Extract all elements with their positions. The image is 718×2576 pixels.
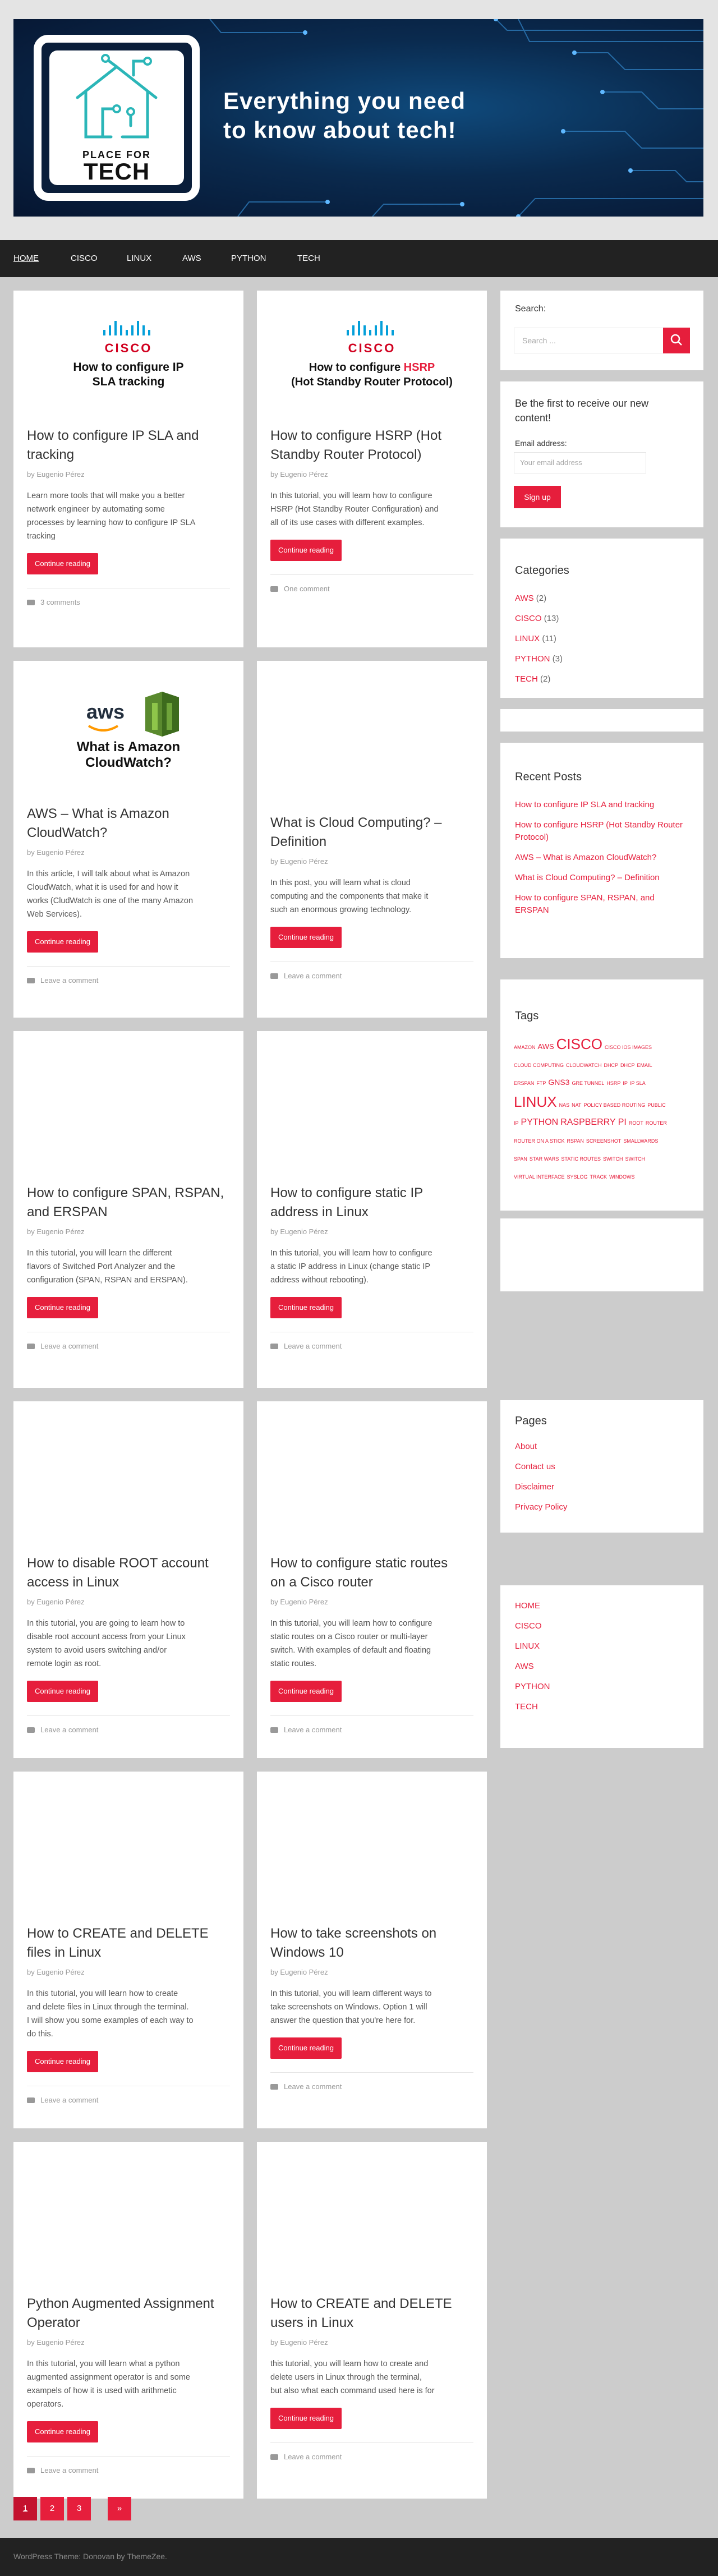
post-card (13, 1772, 243, 2128)
post-excerpt: In this tutorial, you are going to learn how to disable root account access from your Linux system to avoid users switching and/or remote login as root. (27, 1619, 186, 1668)
tag-link[interactable]: SWITCH (625, 1156, 646, 1162)
post-comments[interactable]: Leave a comment (27, 2466, 98, 2474)
post-author[interactable]: Eugenio Pérez (280, 1598, 328, 1606)
site-logo[interactable] (34, 35, 200, 201)
tag-link[interactable]: ROUTER ON A STICK (514, 1138, 565, 1144)
page-link[interactable]: Contact us (515, 1462, 555, 1471)
post-comments[interactable]: 3 comments (27, 598, 80, 606)
comment-icon (27, 600, 35, 605)
house-circuit-icon (49, 53, 184, 148)
tag-link[interactable]: NAS (559, 1102, 570, 1108)
post-title[interactable]: How to disable ROOT account access in Linux (27, 1556, 209, 1590)
menu-link[interactable]: LINUX (515, 1641, 540, 1651)
search-button[interactable] (663, 328, 690, 353)
post-author[interactable]: Eugenio Pérez (36, 1227, 85, 1236)
post-meta: by Eugenio Pérez (270, 2338, 328, 2347)
tag-link[interactable]: PUBLIC (647, 1102, 666, 1108)
comment-icon (27, 2468, 35, 2473)
post-card (13, 1401, 243, 1758)
tag-link[interactable]: HSRP (606, 1080, 621, 1086)
post-excerpt: In this tutorial, you will learn how to create and delete files in Linux through the terminal. I will show you some examples of each way to do this. (27, 1989, 194, 2039)
comment-icon (27, 978, 35, 983)
post-divider (27, 2456, 230, 2457)
tag-link[interactable]: ROOT (628, 1120, 643, 1126)
post-title[interactable]: How to configure IP SLA and tracking (27, 428, 199, 462)
post-author[interactable]: Eugenio Pérez (280, 1227, 328, 1236)
logo-line2: TECH (83, 158, 150, 185)
search-icon (663, 328, 690, 353)
continue-reading-button[interactable]: Continue reading (270, 927, 342, 948)
categories-title: Categories (515, 564, 569, 577)
tag-link[interactable]: SYSLOG (567, 1174, 588, 1180)
category-item[interactable]: PYTHON (3) (515, 654, 563, 664)
nav-linux[interactable]: LINUX (127, 254, 152, 263)
post-author[interactable]: Eugenio Pérez (36, 2338, 85, 2347)
post-card (257, 1401, 487, 1758)
categories-widget (500, 539, 703, 698)
post-meta: by Eugenio Pérez (270, 1598, 328, 1606)
post-meta: by Eugenio Pérez (270, 470, 328, 479)
recent-post-link[interactable]: How to configure IP SLA and tracking (515, 800, 655, 809)
post-comments[interactable]: Leave a comment (27, 976, 98, 985)
tag-link[interactable]: CISCO IOS IMAGES (605, 1045, 652, 1050)
recent-post-link[interactable]: How to configure HSRP (Hot Standby Router Protocol) (515, 820, 683, 842)
tag-link[interactable]: RSPAN (567, 1138, 584, 1144)
tag-link[interactable]: SPAN (514, 1156, 527, 1162)
comment-icon (27, 1727, 35, 1733)
email-field[interactable]: Your email address (514, 452, 646, 473)
post-meta: by Eugenio Pérez (270, 1968, 328, 1976)
newsletter-widget (500, 381, 703, 527)
post-comments[interactable]: Leave a comment (270, 1342, 342, 1350)
post-card (13, 2142, 243, 2499)
tag-link[interactable]: GRE TUNNEL (572, 1080, 605, 1086)
continue-reading-button[interactable]: Continue reading (27, 2421, 98, 2442)
post-excerpt: In this tutorial, you will learn how to configure a static IP address in Linux (change static IP address without rebooting). (270, 1249, 432, 1285)
email-label: Email address: (515, 439, 567, 448)
page-link[interactable]: Privacy Policy (515, 1502, 568, 1512)
tag-link[interactable]: DHCP (620, 1062, 635, 1068)
post-title[interactable]: How to configure static IP address in Linux (270, 1185, 424, 1220)
tag-link[interactable]: IP SLA (629, 1080, 646, 1086)
tag-link[interactable]: LINUX (514, 1093, 557, 1110)
pages-widget (500, 1400, 703, 1533)
post-divider (27, 1715, 230, 1716)
banner-tagline: Everything you need to know about tech! (223, 88, 466, 143)
post-author[interactable]: Eugenio Pérez (280, 857, 328, 866)
menu-widget (500, 1585, 703, 1748)
post-meta: by Eugenio Pérez (270, 1227, 328, 1236)
tag-cloud (514, 1033, 693, 1185)
tag-link[interactable]: IP (514, 1120, 519, 1126)
tag-link[interactable]: RASPBERRY PI (560, 1117, 627, 1127)
nav-home[interactable]: HOME (13, 254, 39, 263)
recent-post-link[interactable]: How to configure SPAN, RSPAN, and ERSPAN (515, 893, 655, 915)
comment-icon (270, 1727, 278, 1733)
continue-reading-button[interactable]: Continue reading (270, 1681, 342, 1702)
post-excerpt: this tutorial, you will learn how to create and delete users in Linux through the terminal, but also what each command used here is for (270, 2359, 435, 2395)
tag-link[interactable]: NAT (572, 1102, 582, 1108)
post-comments[interactable]: Leave a comment (27, 2096, 98, 2104)
menu-link[interactable]: CISCO (515, 1621, 542, 1631)
comment-icon (270, 1344, 278, 1349)
post-meta: by Eugenio Pérez (27, 848, 85, 857)
post-excerpt: Learn more tools that will make you a better network engineer by automating some processes by learning how to configure IP SLA tracking (27, 491, 196, 541)
tag-link[interactable]: CISCO (556, 1036, 602, 1052)
tag-link[interactable]: SWITCH (603, 1156, 623, 1162)
post-excerpt: In this tutorial, you will learn what a python augmented assignment operator is and some exampels of how it is used with arithmetic operators. (27, 2359, 190, 2409)
tag-link[interactable]: IP (623, 1080, 628, 1086)
recent-post-link[interactable]: What is Cloud Computing? – Definition (515, 873, 660, 882)
page-link[interactable]: About (515, 1442, 537, 1451)
comment-icon (27, 1344, 35, 1349)
empty-widget-2 (500, 1218, 703, 1291)
post-meta: by Eugenio Pérez (27, 470, 85, 479)
post-title[interactable]: How to configure static routes on a Cisco router (270, 1556, 448, 1590)
post-divider (27, 966, 230, 967)
post-card (257, 1772, 487, 2128)
tag-link[interactable]: FTP (536, 1080, 546, 1086)
post-excerpt: In this tutorial, you will learn different ways to take screenshots on Windows. Option 1 will answer the question that you're here for. (270, 1989, 432, 2025)
tag-link[interactable]: TRACK (590, 1174, 607, 1180)
tag-link[interactable]: PYTHON (521, 1117, 559, 1127)
post-meta: by Eugenio Pérez (270, 857, 328, 866)
post-comments[interactable]: Leave a comment (270, 2453, 342, 2461)
tag-link[interactable]: CLOUDWATCH (566, 1062, 602, 1068)
post-card (13, 661, 243, 1018)
tags-title: Tags (515, 1010, 539, 1022)
tag-link[interactable]: VIRTUAL INTERFACE (514, 1174, 565, 1180)
post-author[interactable]: Eugenio Pérez (36, 848, 85, 857)
post-excerpt: In this tutorial, you will learn how to configure HSRP (Hot Standby Router Configuration) and all of its use cases with different examples. (270, 491, 439, 527)
tags-widget (500, 979, 703, 1211)
post-author[interactable]: Eugenio Pérez (36, 470, 85, 479)
nav-python[interactable]: PYTHON (231, 254, 266, 263)
post-author[interactable]: Eugenio Pérez (36, 1598, 85, 1606)
post-card (13, 291, 243, 647)
comment-icon (270, 973, 278, 979)
recent-posts-title: Recent Posts (515, 771, 582, 783)
post-excerpt: In this article, I will talk about what is Amazon CloudWatch, what it is used for and how it works (CludWatch is one of the many Amazon Web Services). (27, 870, 194, 919)
continue-reading-button[interactable]: Continue reading (27, 1297, 98, 1318)
tag-link[interactable]: SMALLWARDS (623, 1138, 659, 1144)
post-thumbnail[interactable]: CISCO How to configure IP SLA tracking (13, 291, 243, 431)
comment-icon (270, 586, 278, 592)
page-number[interactable]: 1 (13, 2497, 37, 2520)
comment-icon (270, 2084, 278, 2090)
post-author[interactable]: Eugenio Pérez (280, 2338, 328, 2347)
site-header (0, 0, 718, 240)
post-excerpt: In this tutorial, you will learn the different flavors of Switched Port Analyzer and the configuration (SPAN, RSPAN and ERSPAN). (27, 1249, 188, 1285)
post-comments[interactable]: Leave a comment (270, 972, 342, 980)
logo-line1: PLACE FOR (82, 149, 151, 160)
menu-link[interactable]: TECH (515, 1702, 538, 1712)
post-divider (270, 2072, 473, 2073)
menu-link[interactable]: AWS (515, 1662, 534, 1671)
post-meta: by Eugenio Pérez (27, 1598, 85, 1606)
tag-link[interactable]: POLICY BASED ROUTING (583, 1102, 646, 1108)
post-comments[interactable]: Leave a comment (270, 1726, 342, 1734)
post-author[interactable]: Eugenio Pérez (36, 1968, 85, 1976)
post-meta: by Eugenio Pérez (27, 1227, 85, 1236)
menu-link[interactable]: HOME (515, 1601, 540, 1611)
aws-smile-icon (86, 723, 120, 739)
continue-reading-button[interactable]: Continue reading (270, 2408, 342, 2429)
recent-post-link[interactable]: AWS – What is Amazon CloudWatch? (515, 853, 657, 862)
post-thumbnail[interactable]: aws What is Amazon CloudWatch? (13, 661, 243, 801)
category-item[interactable]: CISCO (13) (515, 614, 559, 623)
post-excerpt: In this post, you will learn what is cloud computing and the components that make it such an enormous growing technology. (270, 878, 429, 914)
tag-link[interactable]: ERSPAN (514, 1080, 535, 1086)
post-card (257, 291, 487, 647)
post-divider (270, 1715, 473, 1716)
tag-link[interactable]: AMAZON (514, 1045, 536, 1050)
recent-posts-widget (500, 743, 703, 958)
empty-widget (500, 709, 703, 732)
page-link[interactable]: Disclaimer (515, 1482, 555, 1492)
search-title: Search: (515, 304, 546, 314)
pages-title: Pages (515, 1415, 547, 1427)
post-comments[interactable]: Leave a comment (27, 1726, 98, 1734)
tag-link[interactable]: DHCP (604, 1062, 619, 1068)
post-divider (270, 574, 473, 575)
category-item[interactable]: TECH (2) (515, 674, 551, 684)
post-title[interactable]: What is Cloud Computing? – Definition (270, 815, 442, 849)
page-number[interactable]: 3 (67, 2497, 91, 2520)
nav-tech[interactable]: TECH (297, 254, 320, 263)
tag-link[interactable]: GNS3 (548, 1078, 570, 1087)
tag-link[interactable]: SCREENSHOT (586, 1138, 622, 1144)
newsletter-title: Be the first to receive our new content! (515, 398, 649, 424)
tag-link[interactable]: AWS (537, 1042, 554, 1051)
continue-reading-button[interactable]: Continue reading (27, 553, 98, 574)
post-comments[interactable]: Leave a comment (270, 2082, 342, 2091)
comment-icon (270, 2454, 278, 2460)
tag-link[interactable]: WINDOWS (609, 1174, 635, 1180)
aws-logo: aws (86, 700, 125, 723)
continue-reading-button[interactable]: Continue reading (27, 1681, 98, 1702)
post-card (257, 2142, 487, 2499)
post-excerpt: In this tutorial, you will learn how to configure static routes on a Cisco router or multi-layer switch. With examples of default and floating static routes. (270, 1619, 432, 1668)
post-card (257, 661, 487, 1018)
post-title[interactable]: AWS – What is Amazon CloudWatch? (27, 806, 169, 840)
main-navigation (0, 240, 718, 277)
next-page-button[interactable]: » (108, 2497, 131, 2520)
nav-aws[interactable]: AWS (182, 254, 201, 263)
signup-button[interactable]: Sign up (514, 486, 561, 508)
post-meta: by Eugenio Pérez (27, 2338, 85, 2347)
post-title[interactable]: How to take screenshots on Windows 10 (270, 1926, 437, 1960)
post-comments[interactable]: Leave a comment (27, 1342, 98, 1350)
cloudwatch-icon (140, 692, 185, 737)
continue-reading-button[interactable]: Continue reading (27, 931, 98, 953)
post-meta: by Eugenio Pérez (27, 1968, 85, 1976)
tag-link[interactable]: EMAIL (637, 1062, 652, 1068)
nav-cisco[interactable]: CISCO (71, 254, 98, 263)
footer-credit[interactable]: WordPress Theme: Donovan by ThemeZee. (13, 2552, 167, 2561)
continue-reading-button[interactable]: Continue reading (27, 2051, 98, 2072)
page-number[interactable]: 2 (40, 2497, 64, 2520)
menu-link[interactable]: PYTHON (515, 1682, 550, 1691)
header-banner[interactable] (13, 19, 703, 217)
post-author[interactable]: Eugenio Pérez (280, 1968, 328, 1976)
post-card (13, 1031, 243, 1388)
continue-reading-button[interactable]: Continue reading (270, 540, 342, 561)
post-title[interactable]: How to configure SPAN, RSPAN, and ERSPAN (27, 1185, 224, 1220)
post-thumbnail[interactable]: CISCO How to configure HSRP (Hot Standby Router Protocol) (257, 291, 487, 431)
continue-reading-button[interactable]: Continue reading (270, 1297, 342, 1318)
continue-reading-button[interactable]: Continue reading (270, 2037, 342, 2059)
post-divider (270, 2442, 473, 2443)
search-input[interactable]: Search ... (514, 328, 665, 353)
site-footer (0, 2538, 718, 2576)
tag-link[interactable]: STATIC ROUTES (561, 1156, 601, 1162)
post-title[interactable]: How to CREATE and DELETE users in Linux (270, 2296, 452, 2330)
comment-icon (27, 2097, 35, 2103)
search-widget (500, 291, 703, 370)
post-card (257, 1031, 487, 1388)
category-item[interactable]: AWS (2) (515, 594, 547, 603)
post-title[interactable]: How to CREATE and DELETE files in Linux (27, 1926, 209, 1960)
tag-link[interactable]: STAR WARS (529, 1156, 559, 1162)
post-title[interactable]: How to configure HSRP (Hot Standby Router Protocol) (270, 428, 442, 462)
post-title[interactable]: Python Augmented Assignment Operator (27, 2296, 214, 2330)
tag-link[interactable]: CLOUD COMPUTING (514, 1062, 564, 1068)
post-author[interactable]: Eugenio Pérez (280, 470, 328, 479)
tag-link[interactable]: ROUTER (645, 1120, 667, 1126)
category-item[interactable]: LINUX (11) (515, 634, 556, 643)
post-comments[interactable]: One comment (270, 585, 330, 593)
